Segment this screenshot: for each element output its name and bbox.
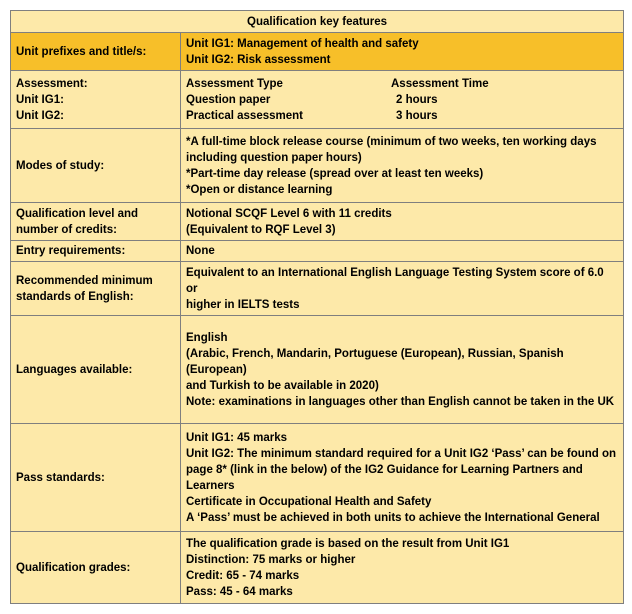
assessment-time-ig2: 3 hours	[396, 109, 438, 122]
row-modes-of-study	[11, 129, 624, 203]
row-assessment	[11, 71, 624, 129]
qualification-key-features-table	[10, 10, 624, 604]
languages-turkish: and Turkish to be available in 2020)	[186, 379, 379, 392]
modes-value	[181, 129, 624, 203]
level-scqf: Notional SCQF Level 6 with 11 credits	[186, 207, 392, 220]
unit-ig2-title: Unit IG2: Risk assessment	[186, 53, 331, 66]
grades-distinction: Distinction: 75 marks or higher	[186, 553, 356, 566]
grades-basis: The qualification grade is based on the result from Unit IG1	[186, 537, 510, 550]
assessment-grid	[186, 76, 618, 124]
assessment-type-header: Assessment Type	[186, 77, 283, 90]
unit-prefixes-value	[181, 33, 624, 71]
row-languages	[11, 316, 624, 424]
assessment-time-ig1: 2 hours	[396, 93, 438, 106]
grades-credit: Credit: 65 - 74 marks	[186, 569, 300, 582]
modes-full-time: *A full-time block release course (minimum of two weeks, ten working days including question paper hours)	[186, 135, 597, 164]
english-value	[181, 262, 624, 316]
level-label: Qualification level and number of credits:	[11, 203, 181, 241]
entry-label: Entry requirements:	[11, 241, 181, 262]
grades-label: Qualification grades:	[11, 532, 181, 604]
table-header-row	[11, 11, 624, 33]
qualification-table-container	[10, 10, 623, 604]
languages-note: Note: examinations in languages other than English cannot be taken in the UK	[186, 395, 615, 408]
pass-certificate: Certificate in Occupational Health and Safety	[186, 495, 432, 508]
row-qualification-level	[11, 203, 624, 241]
assessment-type-ig1: Question paper	[186, 93, 271, 106]
assessment-label-line: Assessment:	[16, 77, 88, 90]
assessment-unit-ig1-label: Unit IG1:	[16, 93, 64, 106]
entry-value: None	[181, 241, 624, 262]
english-line-2: or	[186, 282, 198, 295]
row-english-standards	[11, 262, 624, 316]
modes-label: Modes of study:	[11, 129, 181, 203]
english-label: Recommended minimum standards of English:	[11, 262, 181, 316]
grades-pass: Pass: 45 - 64 marks	[186, 585, 293, 598]
pass-ig1: Unit IG1: 45 marks	[186, 431, 287, 444]
pass-both-units: A ‘Pass’ must be achieved in both units to achieve the International General	[186, 511, 600, 524]
languages-other: (Arabic, French, Mandarin, Portuguese (European), Russian, Spanish (European)	[186, 347, 564, 376]
pass-value	[181, 424, 624, 532]
row-unit-prefixes	[11, 33, 624, 71]
unit-ig1-title: Unit IG1: Management of health and safety	[186, 37, 419, 50]
row-qualification-grades	[11, 532, 624, 604]
row-pass-standards	[11, 424, 624, 532]
assessment-type-ig2: Practical assessment	[186, 109, 303, 122]
level-rqf: (Equivalent to RQF Level 3)	[186, 223, 336, 236]
level-value	[181, 203, 624, 241]
assessment-label	[11, 71, 181, 129]
languages-value	[181, 316, 624, 424]
row-entry-requirements	[11, 241, 624, 262]
assessment-unit-ig2-label: Unit IG2:	[16, 109, 64, 122]
assessment-value	[181, 71, 624, 129]
pass-label: Pass standards:	[11, 424, 181, 532]
table-title: Qualification key features	[11, 11, 624, 33]
unit-prefixes-label: Unit prefixes and title/s:	[11, 33, 181, 71]
languages-english: English	[186, 331, 228, 344]
languages-label: Languages available:	[11, 316, 181, 424]
english-line-3: higher in IELTS tests	[186, 298, 300, 311]
modes-part-time: *Part-time day release (spread over at least ten weeks)	[186, 167, 484, 180]
grades-value	[181, 532, 624, 604]
english-line-1: Equivalent to an International English Language Testing System score of 6.0	[186, 266, 604, 279]
pass-ig2: Unit IG2: The minimum standard required for a Unit IG2 ‘Pass’ can be found on page 8* (link in the below) of the IG2 Guidance for Learning Partners and Learners	[186, 447, 617, 492]
assessment-time-header: Assessment Time	[391, 77, 489, 90]
modes-distance: *Open or distance learning	[186, 183, 333, 196]
